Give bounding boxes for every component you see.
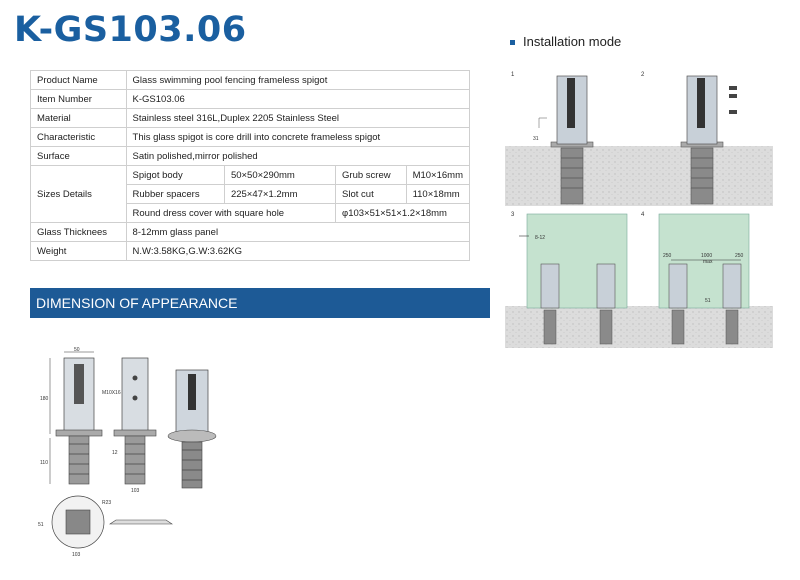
spec-row-material (31, 109, 470, 128)
panel-label: 3 (511, 212, 515, 218)
spec-row-product-name (31, 71, 470, 90)
svg-text:180: 180 (40, 396, 49, 402)
spec-sub-label: Rubber spacers (126, 185, 224, 204)
svg-text:250: 250 (735, 253, 744, 259)
spec-label: Sizes Details (31, 166, 127, 223)
svg-text:51: 51 (705, 298, 711, 304)
spec-row-characteristic (31, 128, 470, 147)
svg-text:12: 12 (112, 450, 118, 456)
spec-value: Glass swimming pool fencing frameless spigot (126, 71, 469, 90)
dimension-heading: DIMENSION OF APPEARANCE (30, 288, 490, 318)
svg-text:103: 103 (131, 488, 140, 494)
spigot-side-view (112, 358, 156, 494)
svg-text:31: 31 (533, 136, 539, 142)
panel-label: 2 (641, 72, 645, 78)
spec-label: Product Name (31, 71, 127, 90)
bullet-icon (510, 40, 515, 45)
spec-row-item-number (31, 90, 470, 109)
spec-sub-label: Slot cut (336, 185, 407, 204)
panel-label: 4 (641, 212, 645, 218)
spec-table (30, 70, 470, 261)
spigot-3d-view (168, 370, 216, 488)
spec-value: N.W:3.58KG,G.W:3.62KG (126, 242, 469, 261)
svg-text:M10X16: M10X16 (102, 390, 121, 396)
spec-label: Characteristic (31, 128, 127, 147)
svg-text:103: 103 (72, 552, 81, 558)
svg-text:50: 50 (74, 347, 80, 353)
installation-drawing (505, 64, 775, 354)
svg-text:8-12: 8-12 (535, 235, 546, 241)
svg-text:250: 250 (663, 253, 672, 259)
spec-row-surface (31, 147, 470, 166)
spec-row-glass-thickness (31, 223, 470, 242)
concrete-slab-top (505, 146, 773, 206)
installation-heading (510, 34, 621, 49)
spec-sub-label: Round dress cover with square hole (126, 204, 336, 223)
svg-text:1000: 1000 (701, 253, 713, 259)
panel-label: 1 (511, 72, 515, 78)
spec-label: Glass Thicknees (31, 223, 127, 242)
spigot-front-view (40, 347, 121, 484)
spec-sub-value: 50×50×290mm (224, 166, 335, 185)
spec-value: Stainless steel 316L,Duplex 2205 Stainless Steel (126, 109, 469, 128)
dimension-drawing (36, 344, 266, 558)
spec-sub-value: φ103×51×51×1.2×18mm (336, 204, 470, 223)
spec-sub-value: 110×18mm (406, 185, 469, 204)
spec-value: K-GS103.06 (126, 90, 469, 109)
page-title: K-GS103.06 (14, 10, 247, 50)
spec-label: Surface (31, 147, 127, 166)
spec-label: Weight (31, 242, 127, 261)
dress-cover-plan-view (38, 496, 111, 558)
spec-label: Material (31, 109, 127, 128)
spec-label: Item Number (31, 90, 127, 109)
svg-text:R23: R23 (102, 500, 112, 506)
spec-sub-value: 225×47×1.2mm (224, 185, 335, 204)
spec-sub-label: Grub screw (336, 166, 407, 185)
spec-value: 8-12mm glass panel (126, 223, 469, 242)
dress-cover-profile (110, 520, 172, 524)
svg-text:110: 110 (40, 460, 48, 466)
installation-heading-text: Installation mode (523, 34, 622, 49)
spec-row-sizes-1 (31, 166, 470, 185)
spec-row-weight (31, 242, 470, 261)
svg-text:51: 51 (38, 522, 44, 528)
spec-value: This glass spigot is core drill into concrete frameless spigot (126, 128, 469, 147)
spec-value: Satin polished,mirror polished (126, 147, 469, 166)
svg-text:max: max (703, 259, 713, 265)
spec-sub-value: M10×16mm (406, 166, 469, 185)
spec-sub-label: Spigot body (126, 166, 224, 185)
